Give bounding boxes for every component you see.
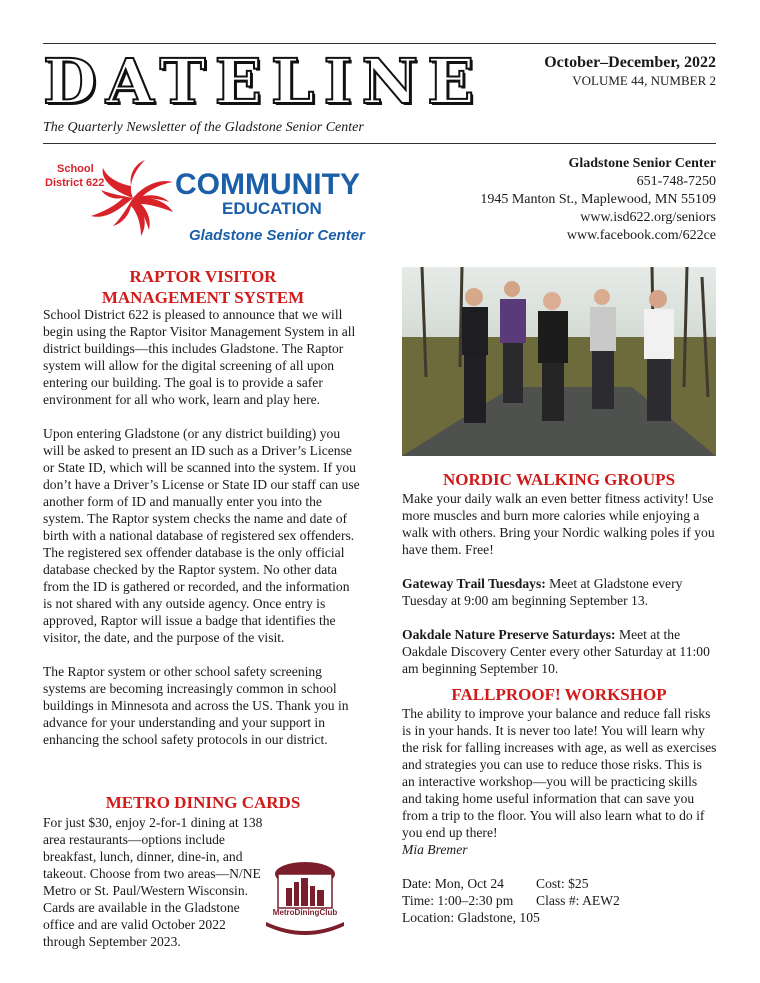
masthead-rule [43, 143, 716, 144]
tagline: The Quarterly Newsletter of the Gladstone Senior Center [43, 120, 364, 135]
star-swirl-icon [91, 160, 173, 236]
raptor-title-line2: MANAGEMENT SYSTEM [101, 288, 305, 307]
contact-web-link[interactable]: www.isd622.org/seniors [580, 210, 716, 225]
fallproof-date-row [402, 875, 718, 892]
community-education-logo [45, 150, 375, 246]
contact-facebook-link[interactable]: www.facebook.com/622ce [566, 228, 716, 243]
fallproof-time: Time: 1:00–2:30 pm [402, 893, 514, 908]
district-line-1: School [57, 163, 94, 175]
contact-phone: 651-748-7250 [636, 174, 716, 189]
nordic-group-1-text: Meet at Gladstone every Tuesday at 9:00 am beginning September 13. [402, 576, 683, 608]
raptor-title [43, 266, 363, 308]
fallproof-title: FALLPROOF! WORKSHOP [451, 685, 667, 704]
district-line-2: District 622 [45, 177, 105, 189]
nordic-group-1-lead: Gateway Trail Tuesdays: [402, 576, 546, 591]
raptor-paragraph-2: Upon entering Gladstone (or any district building) you will be asked to present an ID such as a Driver’s License or State ID, which will be scanned into the system. If you don’t have a Driver’s License or State ID our staff can use another form of ID and manually enter you into the system. The Raptor system checks the name and date of birth with a national database of registered sex offenders. The registered sex offender database is the only official database checked by the Raptor system. No other data from the ID is gathered or recorded, and the information is not shared with any outside agency. Once entry is approved, Raptor will issue a badge that identifies the visitor, the date, and the purpose of the visit. [43, 426, 360, 645]
nordic-group-2-lead: Oakdale Nature Preserve Saturdays: [402, 627, 616, 642]
logo-subtitle: Gladstone Senior Center [189, 227, 365, 244]
raptor-paragraph-3: The Raptor system or other school safety screening systems are becoming increasingly common in school buildings in Minnesota and across the US. Thank you in advance for your understanding and your support in enhancing the school safety protocols in our district. [43, 664, 349, 747]
contact-org: Gladstone Senior Center [568, 156, 716, 171]
contact-address: 1945 Manton St., Maplewood, MN 55109 [480, 192, 716, 207]
logo-word-community: COMMUNITY [175, 168, 360, 201]
nordic-group-2 [402, 626, 718, 677]
nordic-body [402, 490, 718, 677]
raptor-paragraph-1: School District 622 is pleased to announce that we will begin using the Raptor Visitor Management System in all district buildings—this includes Gladstone. The Raptor system will allow for the digital screening of all upon entering our building. The goal is to provide a safer environment for all who work, learn and play here. [43, 307, 356, 407]
fallproof-location: Location: Gladstone, 105 [402, 910, 540, 925]
nordic-intro: Make your daily walk an even better fitness activity! Use more muscles and burn more calories while enjoying a walk with others. Bring your Nordic walking poles if you have them. Free! [402, 491, 715, 557]
metro-dining-club-logo [260, 860, 350, 935]
issue-date: October–December, 2022 [544, 54, 716, 71]
fallproof-date: Date: Mon, Oct 24 [402, 876, 504, 891]
fallproof-author: Mia Bremer [402, 842, 468, 857]
nordic-walking-photo [402, 267, 716, 456]
logo-word-education: EDUCATION [222, 199, 322, 218]
nordic-group-1 [402, 575, 718, 609]
raptor-title-line1: RAPTOR VISITOR [129, 267, 277, 286]
fallproof-cost: Cost: $25 [536, 876, 589, 891]
masthead-title: DATELINE [43, 45, 484, 118]
issue-volume: VOLUME 44, NUMBER 2 [572, 73, 716, 88]
fallproof-class: Class #: AEW2 [536, 893, 620, 908]
nordic-group-2-text: Meet at the Oakdale Discovery Center every other Saturday at 11:00 am beginning September 10. [402, 627, 710, 676]
raptor-body [43, 306, 361, 748]
fallproof-body [402, 705, 718, 926]
nordic-title: NORDIC WALKING GROUPS [442, 470, 676, 489]
contact-block [480, 155, 716, 245]
metro-text: For just $30, enjoy 2-for-1 dining at 138 area restaurants—options include breakfast, lunch, dinner, dine-in, and takeout. Choose from two areas—N/NE Metro or St. Paul/Western Wisconsin. Cards are available in the Gladstone office and are valid October 2022 through September 2023. [43, 815, 263, 949]
fallproof-time-row [402, 892, 718, 909]
metro-title: METRO DINING CARDS [105, 793, 301, 812]
mdc-logo-text: MetroDiningClub [272, 908, 338, 917]
fallproof-text: The ability to improve your balance and reduce fall risks is in your hands. It is never too late! You will learn why the risk for falling increases with age, as well as exercises and strategies you can use to reduce those risks. This is an interactive workshop—you will be practicing skills and taking home useful information that can save you from a trip to the floor. You will also learn what to do if you end up there! [402, 706, 717, 840]
